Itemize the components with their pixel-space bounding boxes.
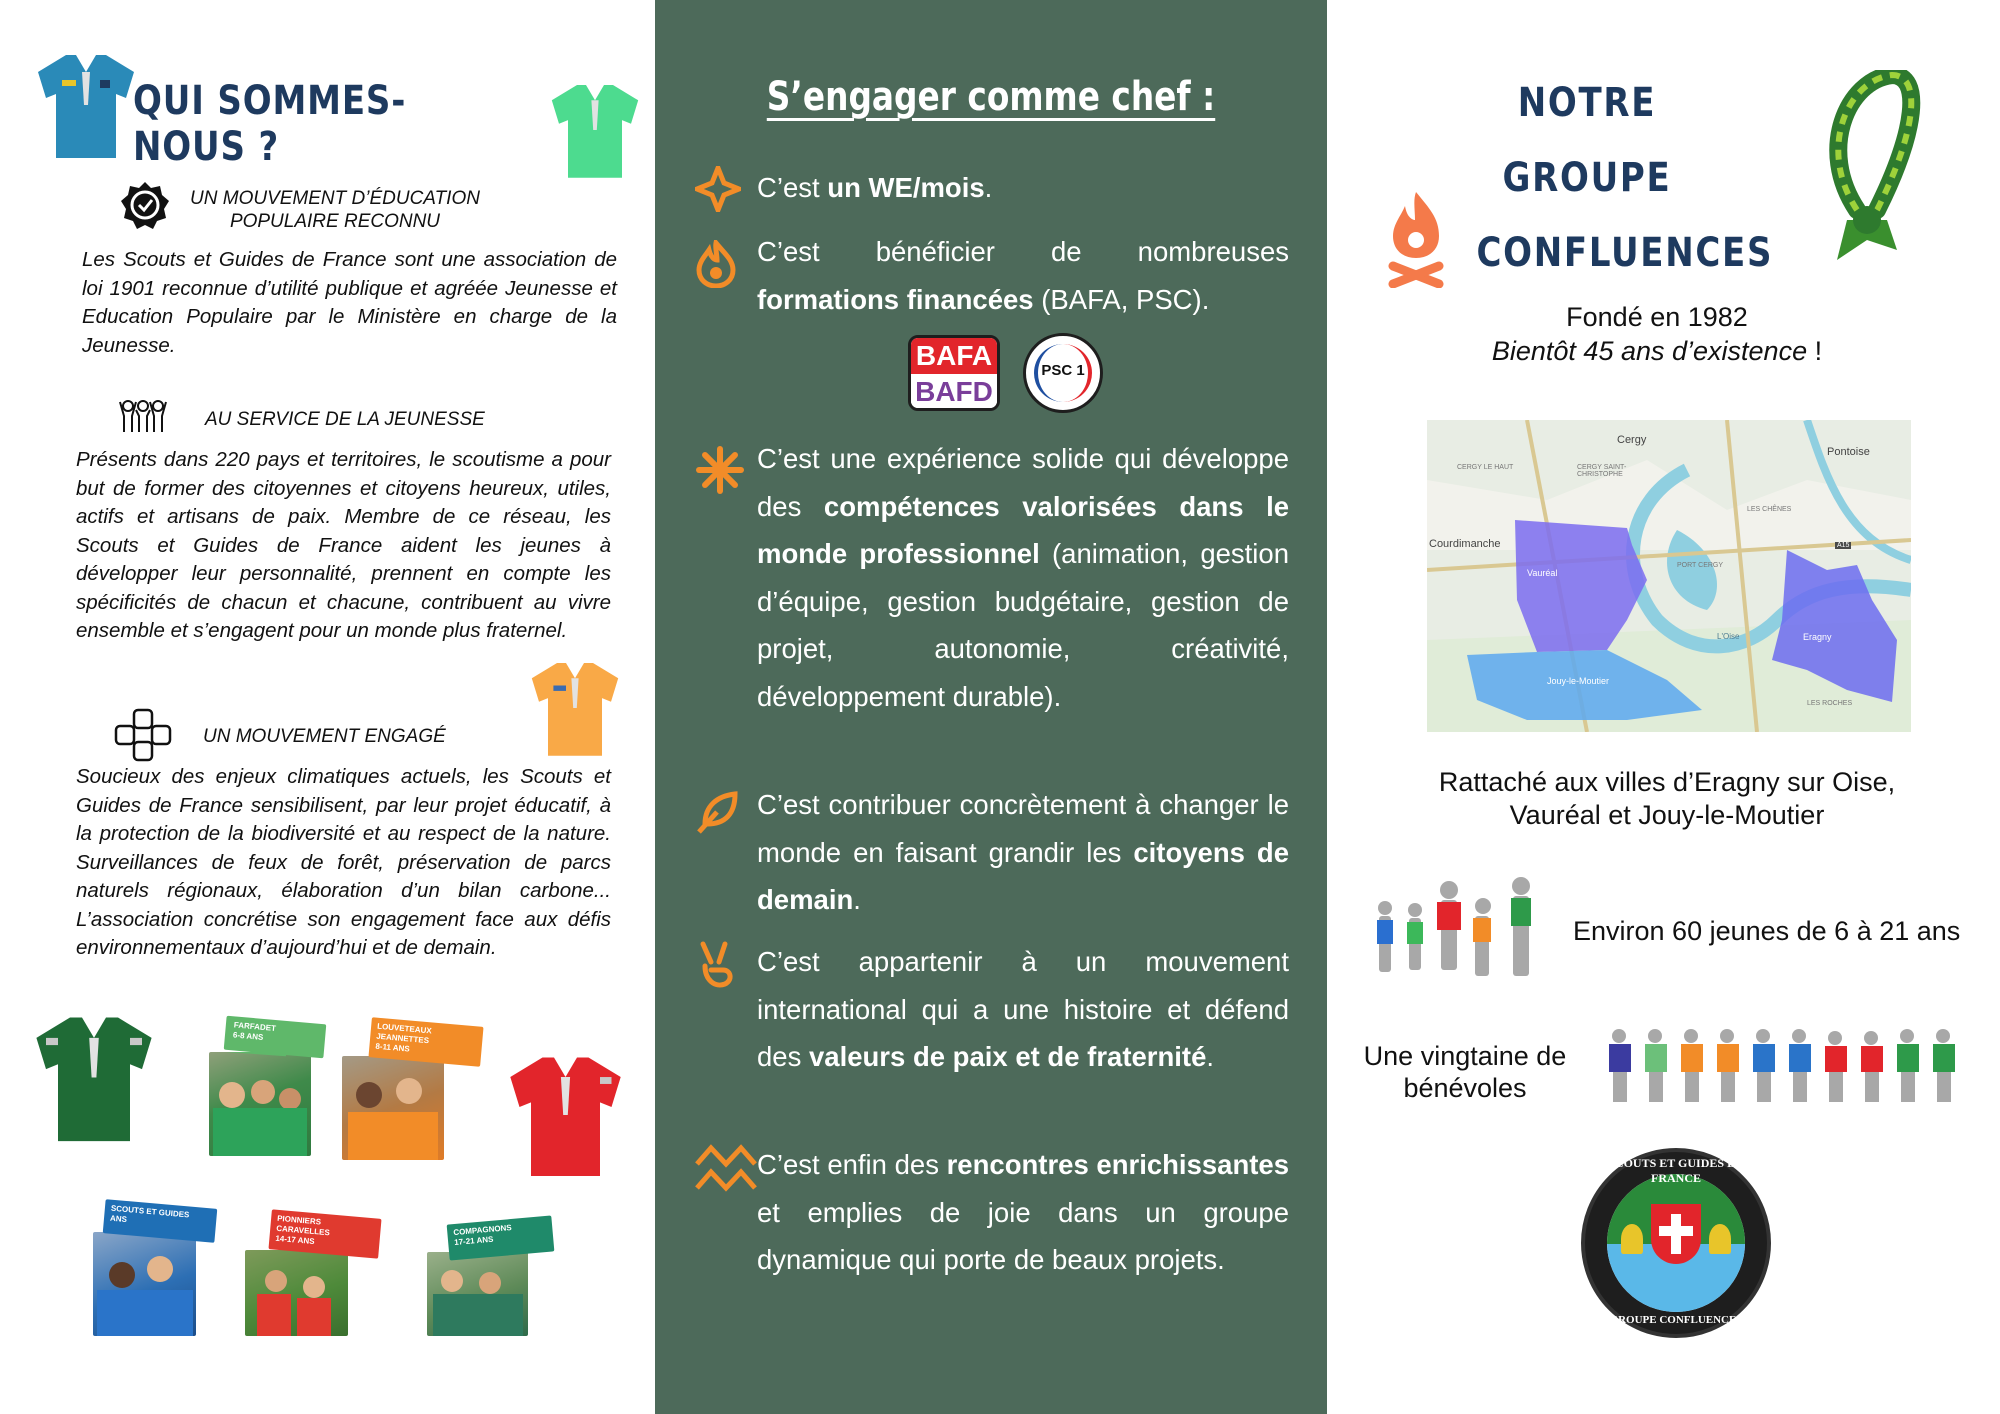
youth-text: Environ 60 jeunes de 6 à 21 ans [1573,916,1961,946]
photo-pionniers [245,1250,348,1336]
blue-shirt-icon [36,50,136,160]
photo-farfadet [209,1052,311,1156]
left-panel [0,0,655,1414]
asterisk-icon [695,445,745,495]
campfire-icon [1385,188,1447,288]
section-heading: UN MOUVEMENT D’ÉDUCATION POPULAIRE RECONNU [190,188,480,232]
green-shirt-icon [550,80,640,180]
volunteers-silhouettes-icon [1605,1026,1965,1106]
founded-text: Fondé en 1982 [1566,302,1748,332]
youth-silhouettes-icon [1371,876,1551,996]
existence-line [1427,336,1887,367]
photo-tag-text: SCOUTS ET GUIDES ANS [109,1203,190,1225]
map-label-jouy: Jouy-le-Moutier [1547,676,1610,686]
middle-panel [655,0,1327,1414]
sparkle-icon [695,166,741,212]
photo-tag-text: FARFADET 6-8 ANS [232,1020,277,1042]
people-icon [118,398,168,436]
right-panel [1327,0,2000,1414]
map-label-cergy: Cergy [1617,434,1647,446]
commitment-item: C’est enfin des rencontres enrichissantes et emplies de joie dans un groupe dynamique qui porte de beaux projets. [757,1149,1289,1275]
hands-icon [114,708,172,762]
commitment-item: C’est un WE/mois. [757,172,993,203]
red-shirt-icon [508,1050,623,1180]
bafa-bafd-logo [908,335,1000,411]
page-title: QUI SOMMES-NOUS ? [133,78,407,170]
middle-title: S’engager comme chef : [766,74,1216,120]
map-label-cergy-le-haut: CERGY LE HAUT [1457,464,1514,471]
map-label-cergy-st: CERGY SAINT-CHRISTOPHE [1577,464,1627,478]
section-body: Les Scouts et Guides de France sont une association de loi 1901 reconnue d’utilité publique et agréée Jeunesse et Education Populaire par le Ministère en charge de la Jeunesse. [82,248,617,357]
flame-icon [695,240,737,288]
bafa-label: BAFA [911,338,997,374]
scout-sign-icon [695,940,739,992]
commitment-item: C’est contribuer concrètement à changer le monde en faisant grandir les citoyens de demain. [757,789,1290,915]
bafd-label: BAFD [911,374,997,410]
section-body: Soucieux des enjeux climatiques actuels, les Scouts et Guides de France sensibilisent, par leur projet éducatif, à la protection de la biodiversité et au respect de la nature. Surveillances de feux de forêt, préservation de parcs naturels régionaux, élaboration d’un bilan carbone... L’association concrétise son engagement face aux défis environnementaux d’aujourd’hui et de demain. [76,765,611,959]
map-label-eragny: Eragny [1803,632,1832,642]
map-label-vaureal: Vauréal [1527,568,1558,578]
group-emblem [1581,1148,1771,1338]
photo-tag-text: LOUVETEAUX JEANNETTES 8-11 ANS [375,1021,435,1054]
emblem-subtext: GROUPE CONFLUENCES [1609,1314,1743,1326]
commitment-item: C’est une expérience solide qui développe des compétences valorisées dans le monde professionnel (animation, gestion d’équipe, gestion budgétaire, gestion de projet, autonomie, créativité, développement durable). [757,443,1290,712]
map-label-a15: A15 [1837,542,1850,549]
photo-compagnons [427,1252,528,1336]
map-label-oise: L'Oise [1717,632,1740,641]
leaf-icon [695,790,739,834]
map[interactable] [1427,420,1911,732]
dark-green-shirt-icon [34,1010,154,1145]
attached-text: Rattaché aux villes d’Eragny sur Oise, Vauréal et Jouy-le-Moutier [1438,767,1896,830]
photo-tag-text: PIONNIERS CARAVELLES 14-17 ANS [275,1213,331,1247]
volunteers-text: Une vingtaine de bénévoles [1363,1041,1567,1103]
psc1-logo [1023,333,1103,413]
commitment-item: C’est bénéficier de nombreuses formations financées (BAFA, PSC). [757,236,1289,315]
group-title [1476,66,1774,291]
existence-text: Bientôt 45 ans d’existence [1491,336,1808,366]
section-body: Présents dans 220 pays et territoires, le scoutisme a pour but de former des citoyennes et citoyens heureux, utiles, actifs et artisans de paix. Membre de ce réseau, les Scouts et Guides de France aident les jeunes à développer leur personnalité, prennent en compte les spécificités de chacun et chacune, contribuent au vivre ensemble et s’engagent pour un monde plus fraternel. [76,448,611,642]
map-label-les-roches: LES ROCHES [1807,700,1853,707]
commitment-item: C’est appartenir à un mouvement international qui a une histoire et défend des valeurs de paix et de fraternité. [757,946,1289,1072]
scarf-knot-icon [1797,70,1927,270]
photo-tag-text: COMPAGNONS 17-21 ANS [452,1223,513,1248]
group-title-line2: CONFLUENCES [1476,230,1774,276]
photo-scouts [93,1232,196,1336]
section-heading: UN MOUVEMENT ENGAGÉ [203,726,446,747]
existence-mark: ! [1807,336,1823,366]
group-title-line1: NOTRE GROUPE [1502,80,1672,201]
map-label-les-chenes: LES CHÊNES [1747,506,1792,513]
orange-shirt-icon [530,658,620,758]
photo-louveteaux [342,1056,444,1160]
certified-badge-icon [120,180,170,230]
photo-tag-compagnons [447,1215,555,1260]
wave-icon [695,1142,757,1194]
psc-label: PSC 1 [1041,362,1085,379]
map-label-courdimanche: Courdimanche [1429,538,1501,550]
section-heading: AU SERVICE DE LA JEUNESSE [205,409,485,430]
map-label-pontoise: Pontoise [1827,446,1870,458]
emblem-text: SCOUTS ET GUIDES DE FRANCE [1608,1156,1744,1185]
map-label-port-cergy: PORT CERGY [1677,562,1724,569]
